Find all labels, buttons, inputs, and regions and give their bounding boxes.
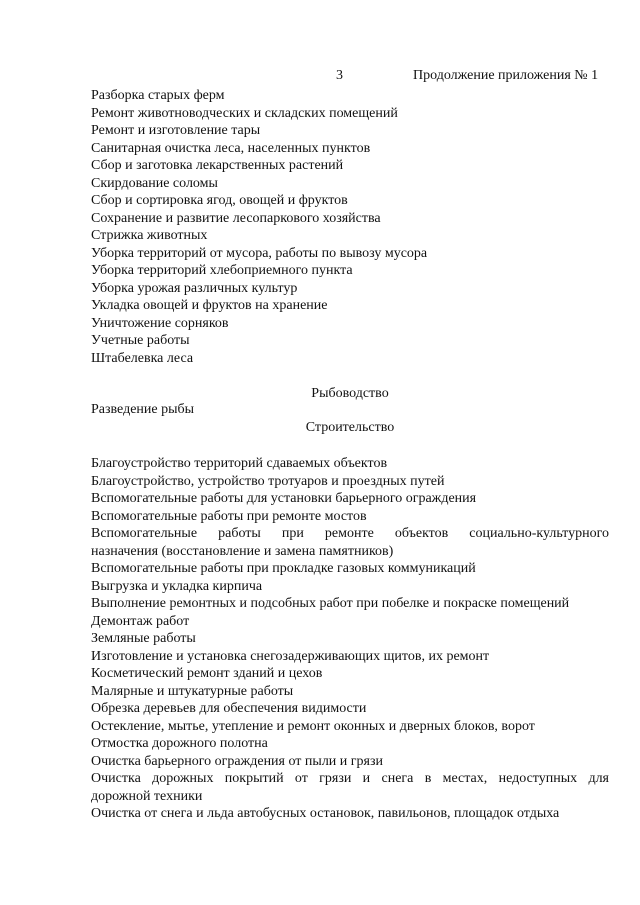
list-item: Отмостка дорожного полотна (91, 736, 268, 751)
section-heading-construction: Строительство (305, 420, 395, 435)
list-item: Стрижка животных (91, 228, 208, 243)
list-item: Сбор и заготовка лекарственных растений (91, 158, 344, 173)
list-item: Уборка урожая различных культур (91, 280, 298, 296)
list-item: Выполнение ремонтных и подсобных работ при побелке и покраске помещений (91, 596, 570, 611)
list-item: Очистка барьерного ограждения от пыли и грязи (91, 753, 383, 769)
list-item: Штабелевка леса (91, 350, 194, 366)
list-item: Обрезка деревьев для обеспечения видимости (91, 701, 367, 716)
list-item: Вспомогательные работы при ремонте мостов (91, 508, 367, 524)
list-item: Разборка старых ферм (91, 88, 225, 103)
list-item: Косметический ремонт зданий и цехов (91, 666, 323, 681)
list-item: Изготовление и установка снегозадерживающих щитов, их ремонт (91, 648, 490, 664)
list-item: Вспомогательные работы для установки барьерного ограждения (91, 491, 477, 506)
list-item: Вспомогательные работы при прокладке газовых коммуникаций (91, 561, 476, 576)
list-item: Уничтожение сорняков (91, 315, 229, 331)
list-item: Благоустройство территорий сдаваемых объектов (91, 456, 388, 471)
list-item: Уборка территорий хлебоприемного пункта (91, 263, 353, 278)
list-item: Укладка овощей и фруктов на хранение (91, 298, 328, 313)
list-item: Ремонт животноводческих и складских помещений (91, 105, 398, 121)
list-item: Ремонт и изготовление тары (91, 123, 261, 138)
list-item: Уборка территорий от мусора, работы по вывозу мусора (91, 245, 428, 261)
list-item: назначения (восстановление и замена памятников) (91, 543, 394, 559)
work-list-agriculture (91, 87, 609, 367)
list-item: Остекление, мытье, утепление и ремонт оконных и дверных блоков, ворот (91, 718, 535, 734)
list-item: Сбор и сортировка ягод, овощей и фруктов (91, 193, 348, 208)
list-item: Санитарная очистка леса, населенных пунктов (91, 140, 371, 156)
list-item: Скирдование соломы (91, 175, 218, 191)
list-item: Демонтаж работ (91, 613, 190, 629)
list-item: Земляные работы (91, 631, 196, 646)
list-item: Очистка от снега и льда автобусных остановок, павильонов, площадок отдыха (91, 806, 560, 821)
page-number: 3 (336, 68, 343, 83)
list-item: Вспомогательные работы при ремонте объектов социально-культурного (91, 526, 609, 541)
list-item: Малярные и штукатурные работы (91, 683, 294, 699)
list-item: Учетные работы (91, 333, 190, 348)
section-heading-fish: Рыбоводство (311, 386, 389, 401)
list-item: Сохранение и развитие лесопаркового хозяйства (91, 210, 381, 226)
appendix-label: Продолжение приложения № 1 (413, 68, 599, 83)
list-item: дорожной техники (91, 788, 203, 804)
list-item: Выгрузка и укладка кирпича (91, 578, 263, 594)
list-item: Разведение рыбы (91, 402, 195, 417)
list-item: Благоустройство, устройство тротуаров и проездных путей (91, 473, 445, 489)
list-item: Очистка дорожных покрытий от грязи и снега в местах, недоступных для (91, 771, 609, 786)
work-list-construction (91, 455, 609, 823)
